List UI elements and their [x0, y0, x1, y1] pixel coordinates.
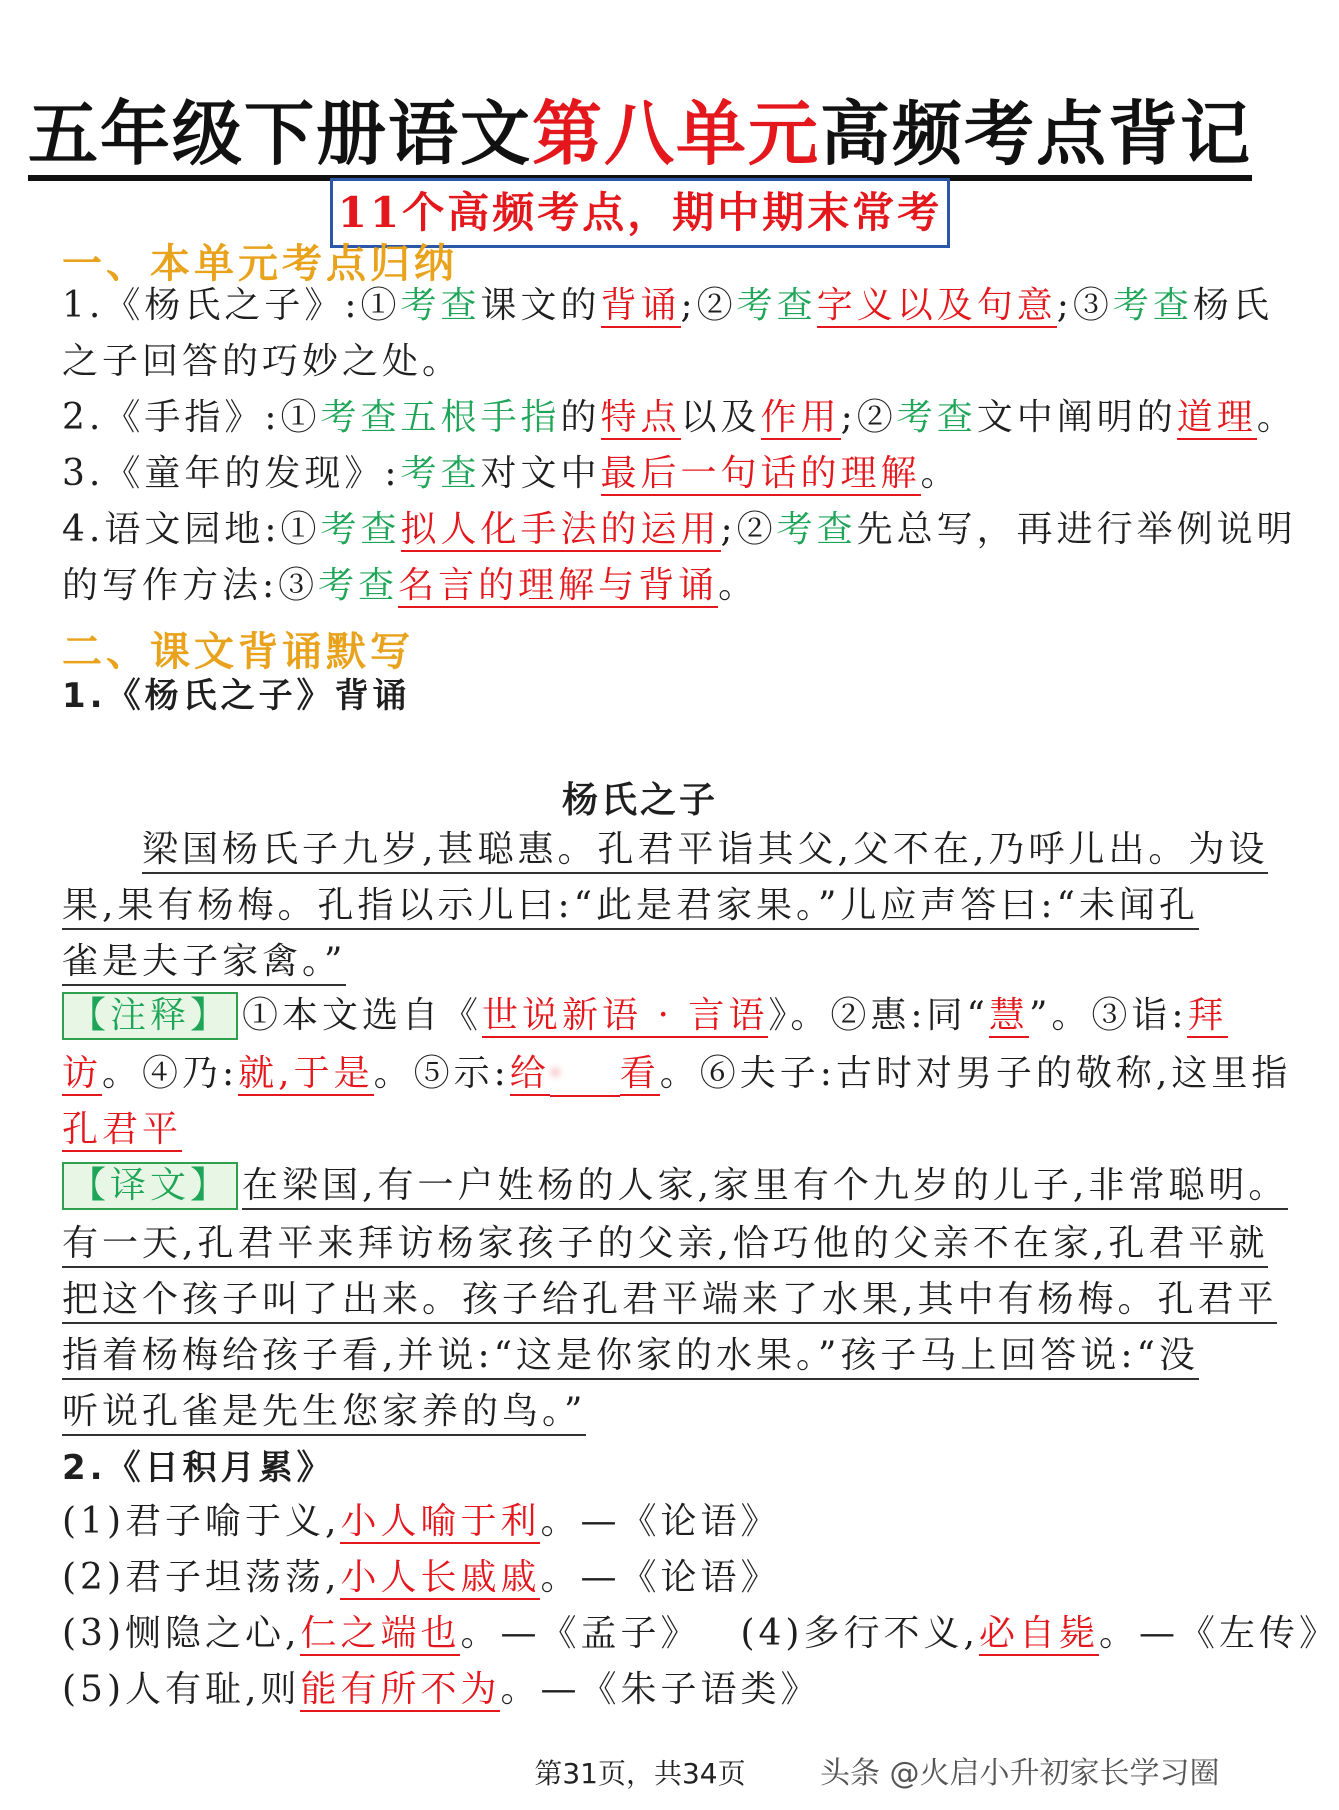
note-tag: 【注释】 [62, 992, 238, 1040]
text: 听说孔雀是先生您家养的鸟。” [62, 1391, 586, 1436]
s1-line5 [62, 508, 1297, 551]
text: 。—《朱子语类》 [500, 1669, 821, 1710]
text: 。—《论语》 [540, 1501, 781, 1542]
text: 梁国杨氏子九岁,甚聪惠。孔君平诣其父,父不在,乃呼儿出。为设 [142, 829, 1268, 874]
text: ”。③诣: [1028, 995, 1188, 1036]
text: 访 [62, 1053, 103, 1094]
text: ;② [720, 509, 777, 550]
text: ;③ [1056, 285, 1113, 326]
text: 雀是夫子家禽。” [62, 941, 346, 986]
note-line1 [62, 992, 1228, 1040]
text: 世说新语 · 言语 [482, 995, 769, 1036]
text: ①本文选自《 [242, 995, 483, 1036]
text: (5)人有耻,则 [62, 1669, 301, 1710]
text: 拟人化手法的运用 [400, 509, 721, 550]
title-part3: 高频考点背记 [820, 93, 1252, 181]
text: 小人长戚戚 [340, 1557, 541, 1598]
text: 。—《左传》 [1098, 1613, 1339, 1654]
text: 在梁国,有一户姓杨的人家,家里有个九岁的儿子,非常聪明。 [242, 1165, 1288, 1210]
quote-3-4 [62, 1612, 1339, 1655]
text: 考查 [896, 397, 977, 438]
text: 小人喻于利 [340, 1501, 541, 1542]
text: 考查五根手指 [320, 397, 561, 438]
text: 慧 [988, 995, 1029, 1036]
text: 考查 [776, 509, 857, 550]
page-number: 第31页，共34页 [534, 1757, 746, 1790]
text: 。 [920, 453, 961, 494]
trans-tag: 【译文】 [62, 1162, 238, 1210]
text: (2)君子坦荡荡, [62, 1557, 341, 1598]
text: 名言的理解与背诵 [398, 565, 719, 606]
title-part1: 五年级下册语文 [28, 93, 532, 181]
quote-2 [62, 1556, 1222, 1599]
text: 》。②惠:同“ [768, 995, 989, 1036]
text: 特点 [600, 397, 681, 438]
text: 考查 [736, 285, 817, 326]
quote-5 [62, 1668, 1222, 1711]
text: 4.语文园地:① [62, 509, 321, 550]
text: 考查 [318, 565, 399, 606]
trans-line5 [62, 1390, 1222, 1433]
subtitle-box: 11个高频考点，期中期末常考 [330, 178, 950, 248]
title-highlight: 第八单元 [532, 93, 820, 181]
text: 把这个孩子叫了出来。孩子给孔君平端来了水果,其中有杨梅。孔君平 [62, 1279, 1277, 1324]
trans-line2 [62, 1222, 1269, 1265]
s1-line6 [62, 564, 1222, 607]
watermark: 头条 @火启小升初家长学习圈 [820, 1756, 1220, 1791]
text-line3 [62, 940, 1222, 983]
text: 背诵 [600, 285, 681, 326]
s1-line4 [62, 452, 1222, 495]
text: 拜 [1187, 995, 1228, 1036]
text: 看 [619, 1053, 660, 1094]
text: 杨氏 [1192, 285, 1273, 326]
text: 道理 [1176, 397, 1257, 438]
text: 作用 [760, 397, 841, 438]
text: 有一天,孔君平来拜访杨家孩子的父亲,恰巧他的父亲不在家,孔君平就 [62, 1223, 1268, 1268]
text: 考查 [320, 509, 401, 550]
text: 先总写，再进行举例说明 [856, 509, 1297, 550]
text: 给 [509, 1053, 550, 1094]
text: 能有所不为 [300, 1669, 501, 1710]
text: (1)君子喻于义, [62, 1501, 341, 1542]
text: 就,于是 [238, 1053, 374, 1094]
subheading-rijiyuelei: 2.《日积月累》 [62, 1448, 335, 1488]
s1-line1 [62, 284, 1273, 327]
text: (3)恻隐之心, [62, 1613, 301, 1654]
text: 以及 [680, 397, 761, 438]
text: 的写作方法:③ [62, 565, 319, 606]
s1-line3 [62, 396, 1297, 439]
note-line2 [62, 1052, 1292, 1097]
blurred-mark: · [549, 1053, 566, 1094]
text: 。 [1256, 397, 1297, 438]
page-title [0, 78, 1280, 179]
text: 的 [560, 397, 601, 438]
text: 1.《杨氏之子》:① [62, 285, 401, 326]
section2-heading: 二、课文背诵默写 [62, 629, 414, 675]
text: 指着杨梅给孩子看,并说:“这是你家的水果。”孩子马上回答说:“没 [62, 1335, 1199, 1380]
s1-line2: 之子回答的巧妙之处。 [62, 341, 463, 382]
text: 最后一句话的理解 [600, 453, 921, 494]
text: 孔君平 [62, 1109, 183, 1150]
text: 必自毙 [978, 1613, 1099, 1654]
text: 2.《手指》:① [62, 397, 321, 438]
text: 果,果有杨梅。孔指以示儿曰:“此是君家果。”儿应声答曰:“未闻孔 [62, 885, 1199, 930]
trans-line3 [62, 1278, 1278, 1321]
text: (4)多行不义, [740, 1613, 979, 1654]
trans-line1 [62, 1162, 1289, 1210]
text: 。—《孟子》 [460, 1613, 701, 1654]
text: 。 [718, 565, 759, 606]
text-line2 [62, 884, 1222, 927]
trans-line4 [62, 1334, 1222, 1377]
text: ;② [680, 285, 737, 326]
text: 课文的 [480, 285, 601, 326]
poem-title: 杨氏之子 [561, 779, 718, 821]
quote-1 [62, 1500, 1222, 1543]
section1-heading: 一、本单元考点归纳 [62, 241, 458, 287]
text: 仁之端也 [300, 1613, 461, 1654]
text: 3.《童年的发现》: [62, 453, 401, 494]
text: 对文中 [480, 453, 601, 494]
text: 考查 [400, 453, 481, 494]
text: 考查 [1112, 285, 1193, 326]
text: 。—《论语》 [540, 1557, 781, 1598]
text-line1 [62, 828, 1269, 871]
text: 考查 [400, 285, 481, 326]
text: 。⑥夫子:古时对男子的敬称,这里指 [659, 1053, 1292, 1094]
text: 。⑤示: [373, 1053, 510, 1094]
text: ;② [840, 397, 897, 438]
text: 。④乃: [102, 1053, 239, 1094]
text: 字义以及句意 [816, 285, 1057, 326]
text: 文中阐明的 [976, 397, 1177, 438]
blurred-gap [550, 1052, 620, 1097]
subheading-yangshi: 1.《杨氏之子》背诵 [62, 676, 411, 716]
note-line3 [62, 1108, 1222, 1151]
